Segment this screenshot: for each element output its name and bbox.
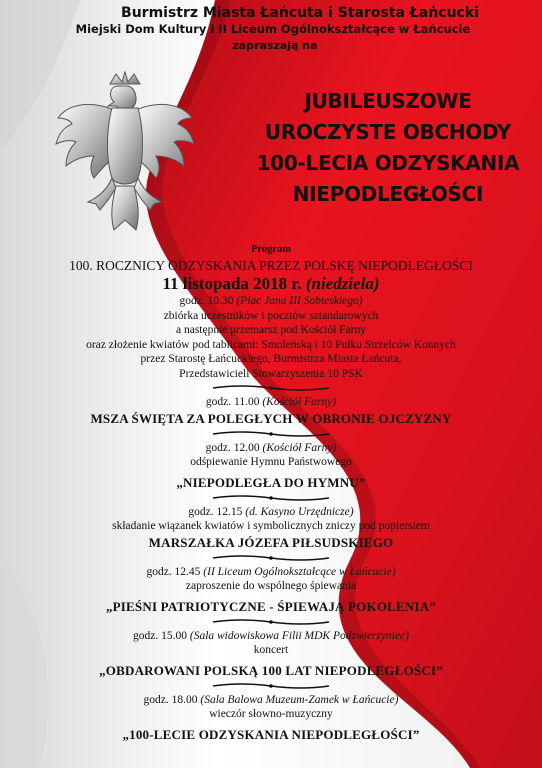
event-time: godz. 18.00 [143, 693, 198, 706]
event-time-line [0, 395, 542, 410]
event-time-line [0, 441, 542, 456]
event-title: MSZA ŚWIĘTA ZA POLEGŁYCH W OBRONIE OJCZYZNY [90, 410, 452, 426]
event-place: (Plac Jana III Sobieskiego) [236, 295, 363, 307]
ornamental-divider-icon [211, 493, 331, 503]
co-organizers-line: Miejski Dom Kultury i II Liceum Ogólnokształcące w Łańcucie [75, 22, 471, 36]
white-eagle-emblem-icon [50, 70, 200, 240]
event-title: „NIEPODLEGŁA DO HYMNU” [176, 474, 366, 490]
title-line-1: JUBILEUSZOWE [304, 89, 472, 113]
event-time: godz. 12.15 [188, 505, 243, 518]
event-description: przez Starostę Łańcuckiego, Burmistrza Miasta Łańcuta, [140, 353, 402, 365]
invite-line: zapraszają na [232, 39, 318, 52]
ornamental-divider-icon [211, 617, 331, 627]
day-text: (niedziela) [305, 274, 380, 293]
event-time-line [0, 565, 542, 580]
event-description: Przedstawicieli Stowarzyszenia 10 PSK [179, 367, 363, 380]
event-description: zbiórka uczestników i pocztów sztandarowych [163, 309, 379, 322]
event-title: „OBDAROWANI POLSKĄ 100 LAT NIEPODLEGŁOŚCI” [99, 662, 443, 678]
event-description: koncert [253, 644, 289, 656]
event-title: MARSZAŁKA JÓZEFA PIŁSUDSKIEGO [148, 534, 394, 550]
ornamental-divider-icon [211, 429, 331, 439]
title-line-3: 100-LECIA ODZYSKANIA [256, 151, 520, 175]
event-time: godz. 11.00 [205, 396, 260, 408]
event-place: (Sala Balowa Muzeum-Zamek w Łańcucie) [200, 693, 399, 706]
event-place: (Kościół Farny) [262, 396, 337, 408]
event-description: a następnie przemarsz pod Kościół Farny [175, 324, 366, 336]
event-time: godz. 12.45 [146, 565, 201, 578]
ornamental-divider-icon [211, 553, 331, 563]
event-time: godz. 12.00 [205, 441, 260, 454]
organizers-line: Burmistrz Miasta Łańcuta i Starosta Łańcucki [121, 5, 479, 21]
event-date [0, 274, 542, 294]
event-time-line [0, 294, 542, 309]
event-description: składanie wiązanek kwiatów i symbolicznych zniczy pod popiersiem [112, 520, 430, 532]
event-description: odśpiewanie Hymnu Państwowego [190, 456, 352, 468]
program-label: Program [250, 244, 292, 255]
event-place: (Kościół Farny) [262, 441, 337, 454]
event-place: (d. Kasyno Urzędnicze) [245, 505, 354, 518]
event-time-line [0, 693, 542, 708]
event-time-line [0, 505, 542, 520]
title-line-4: NIEPODLEGŁOŚCI [292, 182, 484, 206]
event-time: godz. 10.30 [179, 295, 234, 307]
ornamental-divider-icon [211, 383, 331, 393]
title-line-2: UROCZYSTE OBCHODY [264, 120, 512, 144]
date-text: 11 listopada 2018 r. [162, 274, 302, 293]
event-title: „100-LECIE ODZYSKANIA NIEPODLEGŁOŚCI” [122, 726, 420, 742]
event-place: (II Liceum Ogólnokształcące w Łańcucie) [203, 565, 396, 578]
main-title [238, 86, 538, 210]
event-place: (Sala widowiskowa Filii MDK Podzwierzyniec) [189, 629, 409, 642]
event-description: oraz złożenie kwiatów pod tablicami: Smoleńską i 10 Pułku Strzelców Konnych [86, 338, 456, 351]
event-time-line [0, 629, 542, 644]
event-description: zaproszenie do wspólnego śpiewania [185, 580, 357, 592]
program-section [0, 243, 542, 743]
occasion-heading: 100. ROCZNICY ODZYSKANIA PRZEZ POLSKĘ NIEPODLEGŁOŚCI [69, 258, 473, 273]
event-description: wieczór słowno-muzyczny [209, 708, 333, 720]
ornamental-divider-icon [211, 681, 331, 691]
event-title: „PIEŚNI PATRIOTYCZNE - ŚPIEWAJĄ POKOLENIA” [105, 598, 437, 614]
event-time: godz. 15.00 [133, 629, 187, 642]
